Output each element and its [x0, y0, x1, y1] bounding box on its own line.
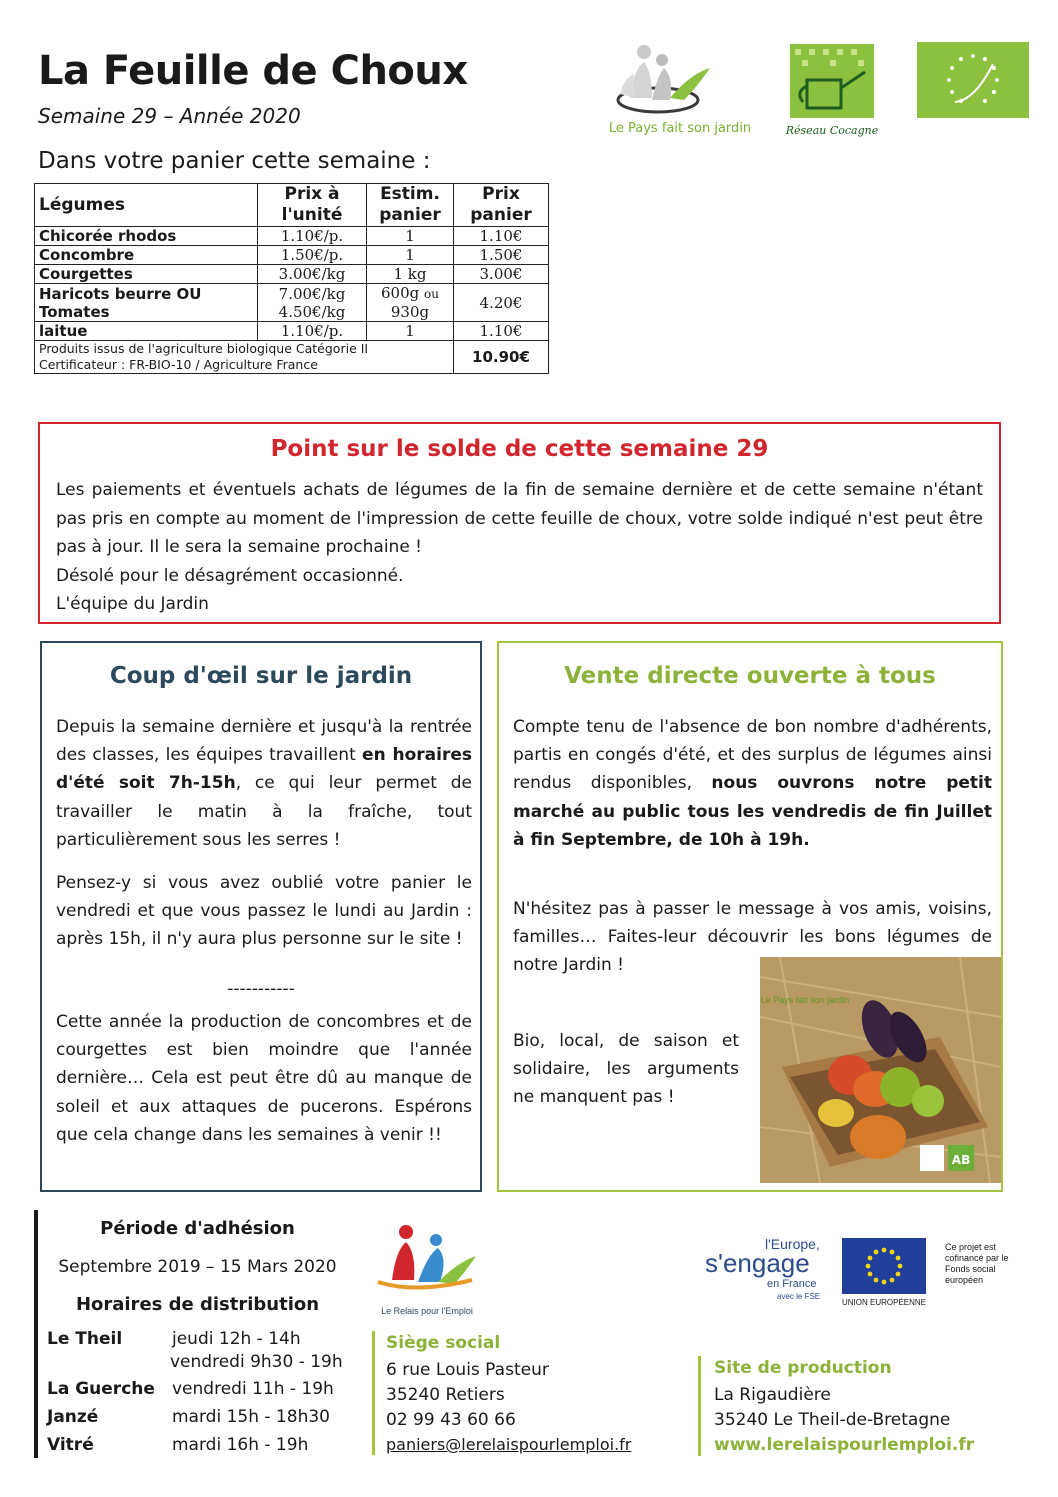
vegetable-crate-photo: [760, 957, 1001, 1183]
siege-address-1: 6 rue Louis Pasteur: [386, 1360, 549, 1380]
production-divider: [698, 1356, 701, 1456]
siege-title: Siège social: [386, 1333, 501, 1353]
svg-text:AB: AB: [951, 1153, 971, 1167]
veg-price: 1.50€/p.: [258, 246, 367, 265]
jardin-title: Coup d'œil sur le jardin: [109, 663, 413, 689]
veg-total: 3.00€: [454, 265, 549, 284]
col-header-estim: Estim. panier: [367, 184, 454, 227]
horaire-time: vendredi 11h - 19h: [172, 1379, 334, 1399]
pays-fait-son-jardin-logo: [600, 38, 760, 138]
col-header-legumes: Légumes: [35, 184, 258, 227]
veg-total: 1.10€: [454, 322, 549, 341]
table-header-row: [35, 184, 549, 227]
website-link[interactable]: www.lerelaispourlemploi.fr: [714, 1435, 975, 1455]
basket-table: [34, 183, 549, 374]
certification-note: Produits issus de l'agriculture biologique Catégorie II Certificateur : FR-BIO-10 / Agriculture France: [35, 341, 454, 374]
eu-flag-logo: UNION EUROPÉENNE: [842, 1238, 926, 1310]
svg-text:Le Pays fait son jardin: Le Pays fait son jardin: [608, 121, 752, 136]
jardin-box: [40, 641, 482, 1192]
week-subtitle: Semaine 29 – Année 2020: [38, 104, 301, 128]
horaire-time: jeudi 12h - 14h: [172, 1329, 301, 1349]
vente-paragraph-1: Compte tenu de l'absence de bon nombre d'adhérents, partis en congés d'été, et des surplus de légumes ainsi rendus disponibles, nous ouvrons notre petit marché au public tous les vendredis de fin Juillet à fin Septembre, de 10h à 19h.: [513, 717, 992, 850]
horaire-time: mardi 15h - 18h30: [172, 1407, 330, 1427]
siege-email-link[interactable]: paniers@lerelaispourlemploi.fr: [386, 1435, 632, 1454]
veg-name: Concombre: [35, 246, 258, 265]
photo-logo-caption: Le Pays fait son jardin: [760, 995, 850, 1005]
veg-estimate: 1: [367, 227, 454, 246]
jardin-separator: -----------: [227, 979, 295, 999]
solde-title: Point sur le solde de cette semaine 29: [270, 436, 769, 462]
veg-name-line1: Haricots beurre OU: [39, 284, 202, 303]
horaire-lieu: La Guerche: [47, 1379, 155, 1399]
jardin-paragraph-1: Depuis la semaine dernière et jusqu'à la rentrée des classes, les équipes travaillent en horaires d'été soit 7h-15h, ce qui leur permet de travailler le matin à la fraîche, tout particulièrement sous les serres !: [56, 717, 472, 850]
table-row: [35, 227, 549, 246]
relais-pour-emploi-logo: [372, 1222, 482, 1318]
jardin-paragraph-2: Pensez-y si vous avez oublié votre panier le vendredi et que vous passez le lundi au Jardin : après 15h, il n'y aura plus personne sur le site !: [56, 873, 472, 950]
production-address-1: La Rigaudière: [714, 1385, 831, 1405]
veg-price: 1.10€/p.: [258, 322, 367, 341]
vente-title: Vente directe ouverte à tous: [564, 663, 936, 689]
table-footer-row: [35, 341, 549, 374]
newsletter-title: La Feuille de Choux: [38, 48, 468, 94]
col-header-prix-unite: Prix à l'unité: [258, 184, 367, 227]
eu-organic-leaf-logo: [917, 42, 1029, 118]
horaires-title: Horaires de distribution: [75, 1294, 320, 1315]
veg-price: 3.00€/kg: [258, 265, 367, 284]
europe-engage-logo: l'Europe, s'engage en France avec le FSE: [705, 1236, 821, 1301]
veg-total: 4.20€: [454, 284, 549, 322]
veg-name-line2: Tomates: [39, 302, 110, 321]
relais-caption: Le Relais pour l'Emploi: [381, 1306, 473, 1316]
adhesion-dates: Septembre 2019 – 15 Mars 2020: [58, 1257, 337, 1277]
basket-heading: Dans votre panier cette semaine :: [38, 148, 431, 174]
veg-total: 1.10€: [454, 227, 549, 246]
siege-phone: 02 99 43 60 66: [386, 1410, 516, 1430]
info-bar: [34, 1210, 38, 1458]
reseau-cocagne-logo: [785, 42, 880, 140]
veg-estimate-line2: 930g: [390, 303, 430, 321]
solde-text: Les paiements et éventuels achats de légumes de la fin de semaine dernière et de cette semaine n'étant pas pris en compte au moment de l'impression de cette feuille de choux, votre solde indiqué n'est peut être pas à jour. Il le sera la semaine prochaine ! Désolé pour le désagrément occasionné. L'équipe du Jardin: [56, 480, 983, 615]
veg-price-line2: 4.50€/kg: [278, 302, 346, 321]
veg-estimate: 1: [367, 246, 454, 265]
veg-price-line1: 7.00€/kg: [278, 284, 346, 303]
jardin-paragraph-3: Cette année la production de concombres et de courgettes est bien moindre que l'année dernière… Cela est peut être dû au manque de soleil et aux attaques de pucerons. Espérons que cela change dans les semaines à venir !!: [56, 1012, 472, 1145]
veg-price: 1.10€/p.: [258, 227, 367, 246]
vente-paragraph-2: N'hésitez pas à passer le message à vos amis, voisins, familles… Faites-leur découvrir les bons légumes de notre Jardin !: [513, 899, 992, 976]
table-row: [35, 246, 549, 265]
horaire-time: mardi 16h - 19h: [172, 1435, 309, 1455]
horaire-lieu: Le Theil: [47, 1329, 123, 1349]
production-title: Site de production: [714, 1358, 892, 1378]
veg-name: [35, 284, 258, 322]
fse-note: Ce projet est cofinancé par le Fonds social européen: [945, 1242, 1009, 1285]
horaire-lieu: Vitré: [47, 1435, 94, 1455]
veg-name: Courgettes: [35, 265, 258, 284]
solde-box: [38, 422, 1001, 624]
grand-total: 10.90€: [454, 341, 549, 374]
veg-estimate: [367, 284, 454, 322]
veg-price: [258, 284, 367, 322]
siege-address-2: 35240 Retiers: [386, 1385, 505, 1405]
col-header-prix-panier: Prix panier: [454, 184, 549, 227]
production-address-2: 35240 Le Theil-de-Bretagne: [714, 1410, 951, 1430]
table-row: [35, 322, 549, 341]
adhesion-title: Période d'adhésion: [100, 1218, 295, 1239]
horaire-time: vendredi 9h30 - 19h: [170, 1352, 343, 1372]
veg-estimate-line1: 600g ou: [381, 284, 439, 302]
veg-total: 1.50€: [454, 246, 549, 265]
horaire-lieu: Janzé: [47, 1407, 99, 1427]
veg-name: Chicorée rhodos: [35, 227, 258, 246]
veg-estimate: 1 kg: [367, 265, 454, 284]
veg-estimate: 1: [367, 322, 454, 341]
svg-text:Réseau Cocagne: Réseau Cocagne: [785, 124, 879, 137]
siege-divider: [372, 1331, 375, 1455]
vente-paragraph-3: Bio, local, de saison et solidaire, les arguments ne manquent pas !: [513, 1031, 739, 1108]
table-row: [35, 265, 549, 284]
table-row: [35, 284, 549, 322]
veg-name: laitue: [35, 322, 258, 341]
